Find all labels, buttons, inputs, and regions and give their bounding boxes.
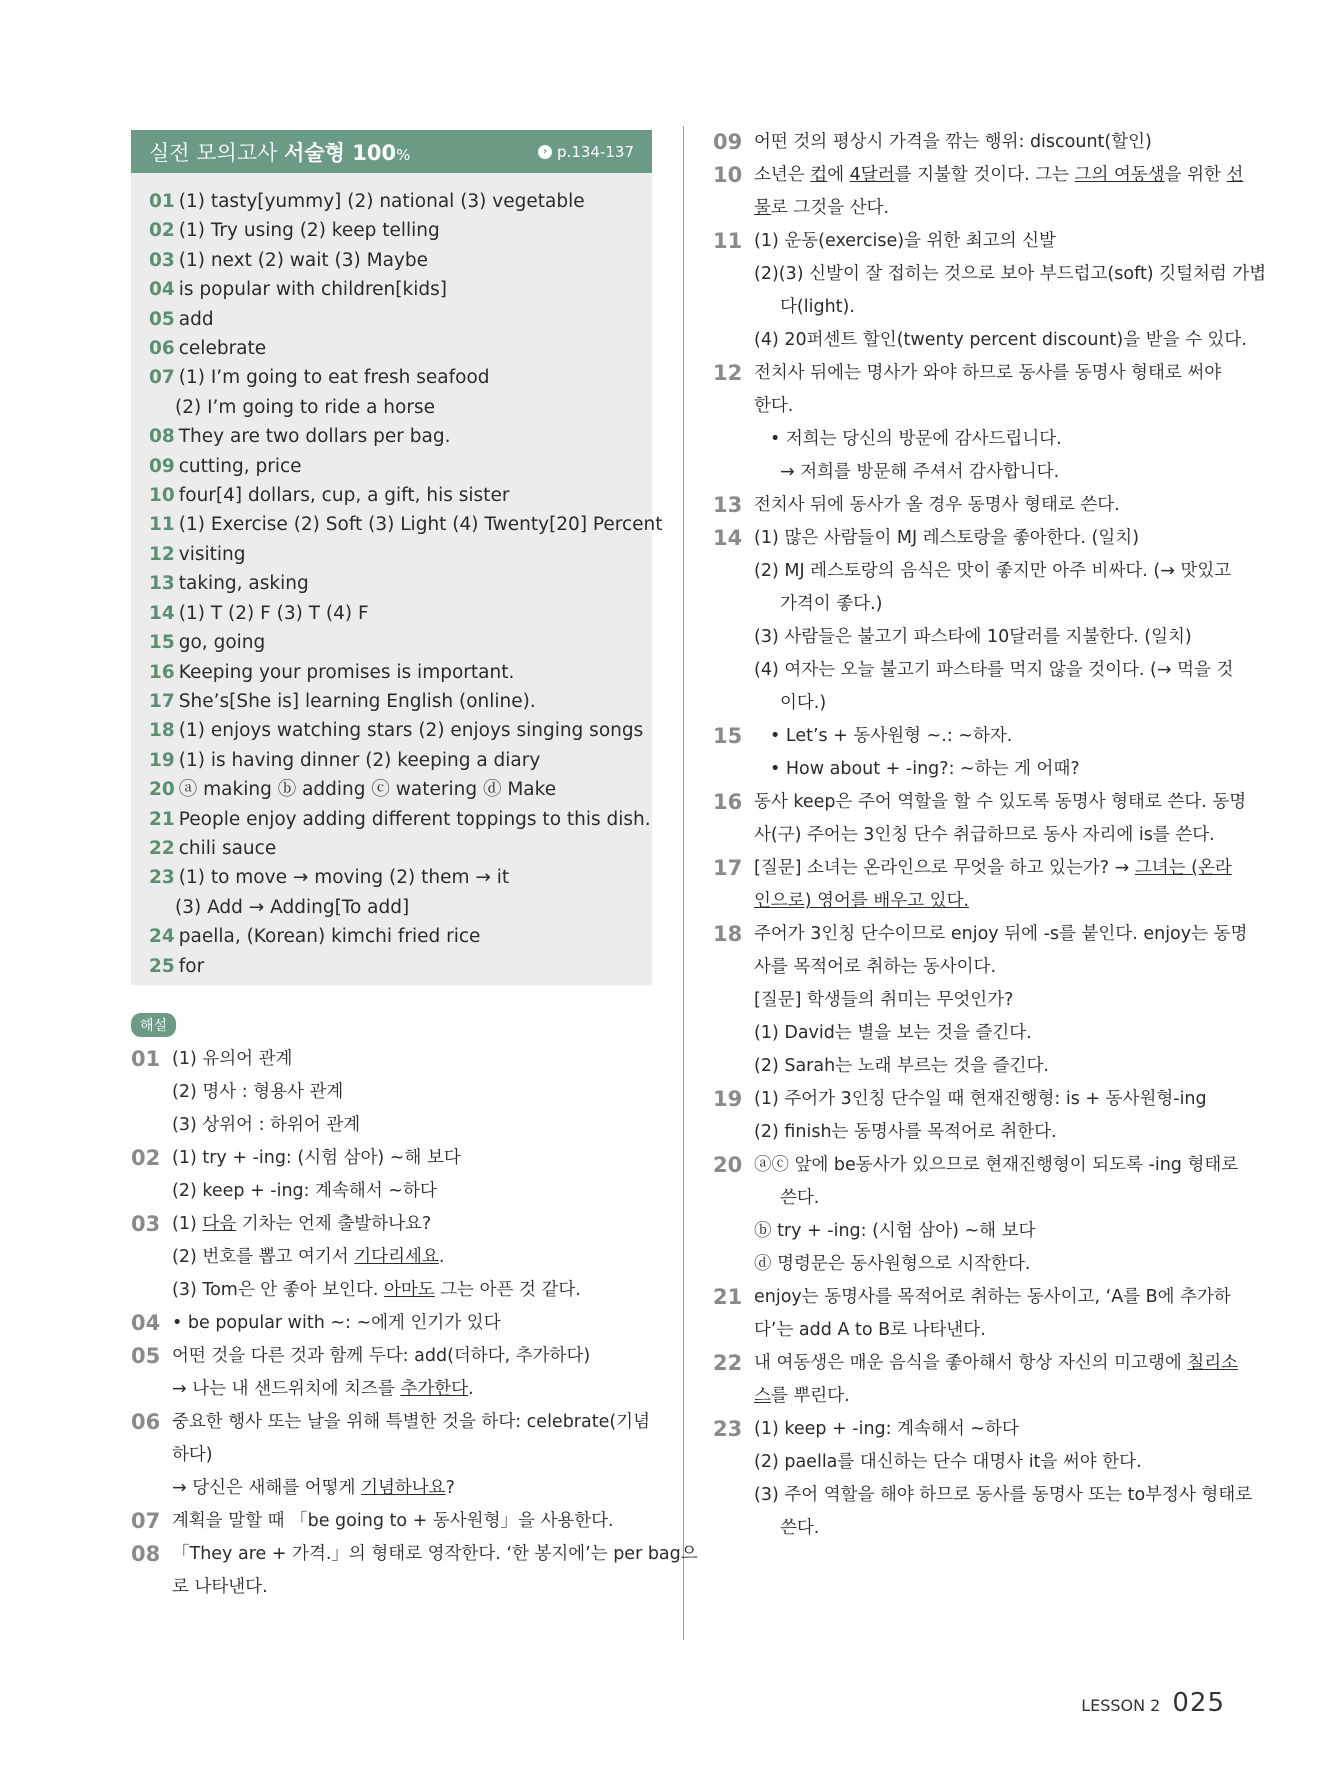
explanation-line — [754, 522, 1235, 555]
explanation-text: • Let’s + 동사원형 ~.: ~하자. — [770, 726, 1013, 746]
explanation-number: 07 — [131, 1509, 161, 1533]
explanation-text: 계획을 말할 때 「be going to + 동사원형」을 사용한다. — [172, 1511, 614, 1531]
explanation-item — [713, 159, 1244, 225]
explanation-number: 01 — [131, 1047, 161, 1071]
explanation-item — [713, 225, 1267, 357]
explanation-text: ⓑ try + -ing: (시험 삼아) ~해 보다 — [754, 1221, 1036, 1241]
answer-text: People enjoy adding different toppings to this dish. — [178, 808, 651, 830]
answer-text: ⓐ making ⓑ adding ⓒ watering ⓓ Make — [178, 779, 557, 801]
explanation-badge: 해설 — [131, 1013, 176, 1037]
explanation-text: (1) try + -ing: (시험 삼아) ~해 보다 — [172, 1148, 461, 1168]
answer-number: 18 — [149, 720, 175, 742]
answer-item — [149, 305, 634, 334]
explanation-text: 쓴다. — [780, 1188, 820, 1208]
answer-box-body — [131, 173, 663, 985]
explanation-number: 22 — [713, 1351, 743, 1375]
explanation-text: ? — [445, 1478, 455, 1498]
explanation-number: 09 — [713, 130, 743, 154]
answer-item — [149, 922, 634, 951]
explanation-line — [754, 1479, 1252, 1512]
explanation-line — [172, 1043, 652, 1076]
explanation-item — [131, 1043, 652, 1142]
underlined-text: 4달러 — [849, 165, 895, 185]
explanation-text: 을 위한 — [1164, 165, 1227, 185]
underlined-text: 선 — [1226, 165, 1244, 185]
answer-item — [149, 422, 634, 451]
explanation-text: ⓐⓒ 앞에 be동사가 있으므로 현재진행형이 되도록 -ing 형태로 — [754, 1155, 1239, 1175]
explanation-item — [131, 1538, 698, 1604]
answer-item — [149, 628, 634, 657]
explanation-number: 04 — [131, 1311, 161, 1335]
chevron-right-icon: › — [538, 145, 552, 159]
explanation-line — [754, 951, 1247, 984]
page-reference-text: p.134-137 — [557, 142, 634, 161]
answer-text: celebrate — [178, 338, 267, 360]
explanation-line — [754, 324, 1266, 357]
answer-number: 25 — [149, 955, 175, 977]
explanation-text: (2) 명사 : 형용사 관계 — [172, 1082, 344, 1102]
explanation-line — [754, 1380, 1238, 1413]
explanation-line — [172, 1538, 698, 1571]
answer-text: Keeping your promises is important. — [178, 661, 515, 683]
answer-number: 24 — [149, 926, 175, 948]
underlined-text: 기다리세요 — [354, 1247, 439, 1267]
answer-text: (2) I’m going to ride a horse — [175, 396, 435, 418]
answer-item — [149, 246, 634, 275]
explanation-text: (1) David는 별을 보는 것을 즐긴다. — [754, 1023, 1032, 1043]
explanation-number: 03 — [131, 1212, 161, 1236]
explanation-line — [754, 1149, 1238, 1182]
explanation-text: 다(light). — [780, 297, 855, 317]
explanation-text: 어떤 것의 평상시 가격을 깎는 행위: discount(할인) — [754, 132, 1152, 152]
answer-item — [149, 510, 663, 539]
explanation-text: 이다.) — [780, 693, 827, 713]
answer-number: 10 — [149, 485, 175, 507]
explanation-item — [713, 489, 1235, 522]
explanation-text: 로 그것을 산다. — [770, 198, 890, 218]
explanation-line — [754, 621, 1235, 654]
explanation-line — [754, 654, 1235, 687]
explanation-line — [172, 1505, 652, 1538]
explanation-line — [754, 192, 1243, 225]
explanation-text: (3) 상위어 : 하위어 관계 — [172, 1115, 361, 1135]
explanation-text: (3) 사람들은 불고기 파스타에 10달러를 지불한다. (일치) — [754, 627, 1192, 647]
answer-text: They are two dollars per bag. — [178, 426, 451, 448]
explanation-number: 05 — [131, 1344, 161, 1368]
answer-item — [149, 334, 634, 363]
explanation-text: 그는 아픈 것 같다. — [434, 1280, 581, 1300]
explanation-line — [754, 423, 1235, 456]
explanation-line — [172, 1109, 652, 1142]
explanation-text: 중요한 행사 또는 날을 위해 특별한 것을 하다: celebrate(기념 — [172, 1412, 650, 1432]
underlined-text: 그녀는 (온라 — [1134, 858, 1232, 878]
explanation-line — [754, 885, 1235, 918]
answer-number: 14 — [149, 602, 175, 624]
explanation-text: 사(구) 주어는 3인칭 단수 취급하므로 동사 자리에 is를 쓴다. — [754, 825, 1215, 845]
answer-number: 05 — [149, 308, 175, 330]
answer-item — [149, 393, 634, 422]
explanation-text: (2) Sarah는 노래 부르는 것을 즐긴다. — [754, 1056, 1049, 1076]
explanation-number: 20 — [713, 1153, 743, 1177]
explanation-line — [754, 687, 1235, 720]
answer-item — [149, 863, 634, 892]
underlined-text: 다음 — [202, 1214, 237, 1234]
answer-number: 17 — [149, 690, 175, 712]
explanation-line — [754, 390, 1235, 423]
explanation-number: 14 — [713, 526, 743, 550]
answer-text: (1) T (2) F (3) T (4) F — [178, 602, 369, 624]
explanation-text: 가격이 좋다.) — [780, 594, 883, 614]
answer-text: (3) Add → Adding[To add] — [175, 896, 410, 918]
explanation-item — [713, 1413, 1253, 1545]
explanation-item — [713, 1281, 1235, 1347]
explanation-text: (1) 유의어 관계 — [172, 1049, 293, 1069]
answer-item — [149, 805, 651, 834]
underlined-text: 아마도 — [383, 1280, 435, 1300]
explanation-number: 16 — [713, 790, 743, 814]
explanation-line — [754, 1017, 1247, 1050]
answer-text: (1) tasty[yummy] (2) national (3) vegetable — [178, 191, 585, 212]
explanation-text: ⓓ 명령문은 동사원형으로 시작한다. — [754, 1254, 1031, 1274]
underlined-text: 칠리소 — [1187, 1353, 1239, 1373]
explanation-line — [754, 852, 1235, 885]
explanation-line — [172, 1571, 698, 1604]
explanation-number: 06 — [131, 1410, 161, 1434]
explanation-line — [754, 1314, 1235, 1347]
underlined-text: 물 — [754, 198, 771, 218]
answer-item — [149, 599, 634, 628]
underlined-text: 스 — [754, 1386, 771, 1406]
answer-item — [149, 363, 634, 392]
answer-number: 03 — [149, 249, 175, 271]
explanation-line — [754, 489, 1235, 522]
explanation-text: 전치사 뒤에는 명사가 와야 하므로 동사를 동명사 형태로 써야 — [754, 363, 1222, 383]
explanation-line — [172, 1208, 652, 1241]
answer-item — [149, 452, 634, 481]
explanation-text: 다’는 add A to B로 나타낸다. — [754, 1320, 986, 1340]
answer-box-title — [149, 137, 410, 167]
explanation-number: 02 — [131, 1146, 161, 1170]
explanation-line — [754, 720, 1235, 753]
answer-item — [149, 893, 634, 922]
explanation-line — [754, 918, 1247, 951]
explanation-text: 를 뿌린다. — [770, 1386, 850, 1406]
answer-text: (1) enjoys watching stars (2) enjoys singing songs — [178, 720, 644, 742]
answer-text: chili sauce — [178, 837, 277, 859]
explanation-text: (4) 여자는 오늘 불고기 파스타를 먹지 않을 것이다. (→ 먹을 것 — [754, 660, 1234, 680]
answer-number: 12 — [149, 543, 175, 565]
answer-text: taking, asking — [178, 573, 309, 595]
answer-text: She’s[She is] learning English (online). — [178, 690, 536, 712]
explanation-text: 소년은 — [754, 165, 811, 185]
explanation-item — [131, 1340, 652, 1406]
explanation-line — [172, 1241, 652, 1274]
explanation-text: (2) paella를 대신하는 단수 대명사 it을 써야 한다. — [754, 1452, 1142, 1472]
answer-number: 21 — [149, 808, 175, 830]
answer-item — [149, 216, 634, 245]
answer-text: (1) Try using (2) keep telling — [178, 220, 440, 242]
explanation-line — [754, 1281, 1235, 1314]
answer-number: 02 — [149, 220, 175, 242]
explanation-line — [172, 1439, 652, 1472]
explanation-text: (2) 번호를 뽑고 여기서 — [172, 1247, 355, 1267]
answer-text: paella, (Korean) kimchi fried rice — [178, 926, 481, 948]
underlined-text: 기념하나요 — [361, 1478, 446, 1498]
explanation-text: 에 — [827, 165, 850, 185]
explanation-line — [754, 786, 1246, 819]
answer-item — [149, 540, 634, 569]
answer-number: 23 — [149, 867, 175, 889]
answer-box-header — [131, 130, 652, 173]
answer-text: visiting — [178, 543, 246, 565]
explanation-line — [754, 1347, 1238, 1380]
answer-number: 19 — [149, 749, 175, 771]
answer-item — [149, 834, 634, 863]
explanation-line — [754, 1116, 1235, 1149]
page-reference — [538, 143, 634, 161]
underlined-text: 컵 — [810, 165, 828, 185]
explanation-line — [172, 1175, 652, 1208]
answer-text: for — [178, 955, 205, 977]
explanation-line — [172, 1142, 652, 1175]
explanation-item — [713, 720, 1235, 786]
page-number: 025 — [1172, 1688, 1225, 1718]
explanation-item — [713, 1083, 1235, 1149]
explanation-item — [713, 357, 1235, 489]
explanation-text: 쓴다. — [780, 1518, 820, 1538]
explanation-text: (2) finish는 동명사를 목적어로 취한다. — [754, 1122, 1057, 1142]
underlined-text: 추가한다 — [400, 1379, 469, 1399]
explanation-text: 한다. — [754, 396, 794, 416]
explanation-item — [131, 1505, 652, 1538]
explanation-text: (3) 주어 역할을 해야 하므로 동사를 동명사 또는 to부정사 형태로 — [754, 1485, 1253, 1505]
explanation-text: 기차는 언제 출발하나요? — [236, 1214, 432, 1234]
answer-number: 06 — [149, 338, 175, 360]
explanation-number: 13 — [713, 493, 743, 517]
explanation-text: 를 지불할 것이다. 그는 — [894, 165, 1075, 185]
column-divider — [683, 126, 684, 1640]
explanation-number: 08 — [131, 1542, 161, 1566]
answer-item — [149, 569, 634, 598]
explanation-text: (4) 20퍼센트 할인(twenty percent discount)을 받을 수 있다. — [754, 330, 1247, 350]
explanation-item — [713, 1149, 1239, 1281]
answer-number: 04 — [149, 279, 175, 301]
explanation-line — [754, 126, 1235, 159]
explanation-number: 23 — [713, 1417, 743, 1441]
explanation-text: (1) 많은 사람들이 MJ 레스토랑을 좋아한다. (일치) — [754, 528, 1140, 548]
answer-item — [149, 746, 634, 775]
answer-text: (1) next (2) wait (3) Maybe — [178, 249, 428, 271]
answer-text: cutting, price — [178, 455, 302, 477]
underlined-text: 그의 여동생 — [1074, 165, 1165, 185]
explanation-number: 19 — [713, 1087, 743, 1111]
left-explanations — [131, 1043, 698, 1604]
explanation-text: (1) 주어가 3인칭 단수일 때 현재진행형: is + 동사원형-ing — [754, 1089, 1207, 1109]
explanation-text: (2)(3) 신발이 잘 접히는 것으로 보아 부드럽고(soft) 깃털처럼 가볍 — [754, 264, 1267, 284]
answer-item — [149, 716, 644, 745]
answer-number: 09 — [149, 455, 175, 477]
explanation-line — [172, 1274, 652, 1307]
explanation-item — [713, 1347, 1239, 1413]
answer-number: 15 — [149, 632, 175, 654]
explanation-line — [172, 1406, 652, 1439]
explanation-text: 사를 목적어로 취하는 동사이다. — [754, 957, 997, 977]
explanation-line — [754, 1512, 1252, 1545]
right-explanations — [713, 126, 1267, 1545]
answer-text: four[4] dollars, cup, a gift, his sister — [178, 485, 510, 507]
explanation-number: 15 — [713, 724, 743, 748]
answer-item — [149, 687, 634, 716]
explanation-text: • 저희는 당신의 방문에 감사드립니다. — [770, 429, 1062, 449]
answer-number: 01 — [149, 191, 175, 212]
explanation-text: • be popular with ~: ~에게 인기가 있다 — [172, 1313, 501, 1333]
explanation-number: 17 — [713, 856, 743, 880]
explanation-text: enjoy는 동명사를 목적어로 취하는 동사이고, ‘A를 B에 추가하 — [754, 1287, 1231, 1307]
explanation-number: 10 — [713, 163, 743, 187]
explanation-text: → 나는 내 샌드위치에 치즈를 — [172, 1379, 401, 1399]
explanation-text: . — [438, 1247, 445, 1267]
title-percent: % — [396, 145, 411, 164]
answer-item — [149, 481, 634, 510]
explanation-text: → 저희를 방문해 주셔서 감사합니다. — [780, 462, 1060, 482]
explanation-item — [131, 1307, 652, 1340]
answer-item — [149, 658, 634, 687]
explanation-number: 11 — [713, 229, 743, 253]
explanation-line — [754, 819, 1246, 852]
answer-text: (1) is having dinner (2) keeping a diary — [178, 749, 541, 771]
explanation-text: (1) — [172, 1214, 203, 1234]
explanation-item — [713, 852, 1235, 918]
answer-item — [149, 275, 634, 304]
explanation-line — [172, 1472, 652, 1505]
title-prefix: 실전 모의고사 — [149, 140, 285, 165]
explanation-line — [754, 1083, 1235, 1116]
explanation-text: (2) MJ 레스토랑의 음식은 맛이 좋지만 아주 비싸다. (→ 맛있고 — [754, 561, 1232, 581]
answer-text: (1) Exercise (2) Soft (3) Light (4) Twenty[20] Percent — [178, 514, 663, 536]
explanation-text: • How about + -ing?: ~하는 게 어때? — [770, 759, 1080, 779]
answer-text: add — [178, 308, 214, 330]
answer-number: 07 — [149, 367, 175, 389]
explanation-line — [754, 753, 1235, 786]
title-bold: 서술형 100 — [284, 140, 397, 165]
underlined-text: 인으로) 영어를 배우고 있다. — [754, 891, 970, 911]
answer-text: (1) to move → moving (2) them → it — [178, 867, 510, 889]
explanation-line — [754, 291, 1266, 324]
explanation-line — [754, 258, 1266, 291]
explanation-line — [754, 225, 1266, 258]
explanation-number: 12 — [713, 361, 743, 385]
explanation-item — [131, 1142, 652, 1208]
explanation-item — [131, 1406, 652, 1505]
left-column — [131, 130, 698, 1604]
explanation-item — [713, 522, 1235, 720]
explanation-text: 어떤 것을 다른 것과 함께 두다: add(더하다, 추가하다) — [172, 1346, 591, 1366]
explanation-item — [713, 126, 1235, 159]
explanation-text: 하다) — [172, 1445, 213, 1465]
lesson-label: LESSON 2 — [1081, 1696, 1161, 1715]
explanation-line — [754, 1248, 1238, 1281]
explanation-text: (3) Tom은 안 좋아 보인다. — [172, 1280, 384, 1300]
explanation-text: [질문] 소녀는 온라인으로 무엇을 하고 있는가? → — [754, 858, 1135, 878]
explanation-line — [754, 1050, 1247, 1083]
explanation-line — [754, 1446, 1252, 1479]
explanation-number: 21 — [713, 1285, 743, 1309]
explanation-text: 동사 keep은 주어 역할을 할 수 있도록 동명사 형태로 쓴다. 동명 — [754, 792, 1247, 812]
explanation-line — [754, 159, 1243, 192]
explanation-text: (2) keep + -ing: 계속해서 ~하다 — [172, 1181, 437, 1201]
answer-number: 22 — [149, 837, 175, 859]
answer-number: 13 — [149, 573, 175, 595]
answer-number: 20 — [149, 779, 175, 801]
explanation-text: . — [468, 1379, 474, 1399]
explanation-text: [질문] 학생들의 취미는 무엇인가? — [754, 990, 1014, 1010]
answer-number: 11 — [149, 514, 175, 536]
explanation-line — [172, 1340, 652, 1373]
answer-item — [149, 952, 634, 981]
explanation-item — [713, 918, 1248, 1083]
explanation-line — [172, 1373, 652, 1406]
explanation-line — [754, 1413, 1252, 1446]
explanation-line — [754, 1215, 1238, 1248]
explanation-text: 전치사 뒤에 동사가 올 경우 동명사 형태로 쓴다. — [754, 495, 1120, 515]
answer-text: (1) I’m going to eat fresh seafood — [178, 367, 490, 389]
explanation-number: 18 — [713, 922, 743, 946]
page-footer — [1081, 1688, 1225, 1718]
answer-item — [149, 187, 634, 216]
explanation-text: (1) keep + -ing: 계속해서 ~하다 — [754, 1419, 1019, 1439]
explanation-text: → 당신은 새해를 어떻게 — [172, 1478, 362, 1498]
answer-item — [149, 775, 634, 804]
explanation-text: (1) 운동(exercise)을 위한 최고의 신발 — [754, 231, 1056, 251]
explanation-line — [754, 456, 1235, 489]
answer-text: go, going — [178, 632, 266, 654]
explanation-line — [172, 1076, 652, 1109]
explanation-line — [754, 357, 1235, 390]
explanation-line — [172, 1307, 652, 1340]
explanation-line — [754, 1182, 1238, 1215]
explanation-line — [754, 588, 1235, 621]
answer-text: is popular with children[kids] — [178, 279, 447, 301]
explanation-text: 로 나타낸다. — [172, 1577, 268, 1597]
explanation-text: 내 여동생은 매운 음식을 좋아해서 항상 자신의 미고랭에 — [754, 1353, 1188, 1373]
explanation-line — [754, 555, 1235, 588]
explanation-text: 「They are + 가격.」의 형태로 영작한다. ‘한 봉지에’는 per bag으 — [172, 1544, 698, 1564]
explanation-line — [754, 984, 1247, 1017]
explanation-item — [713, 786, 1247, 852]
explanation-text: 주어가 3인칭 단수이므로 enjoy 뒤에 -s를 붙인다. enjoy는 동명 — [754, 924, 1248, 944]
answer-number: 16 — [149, 661, 175, 683]
answer-number: 08 — [149, 426, 175, 448]
explanation-item — [131, 1208, 652, 1307]
